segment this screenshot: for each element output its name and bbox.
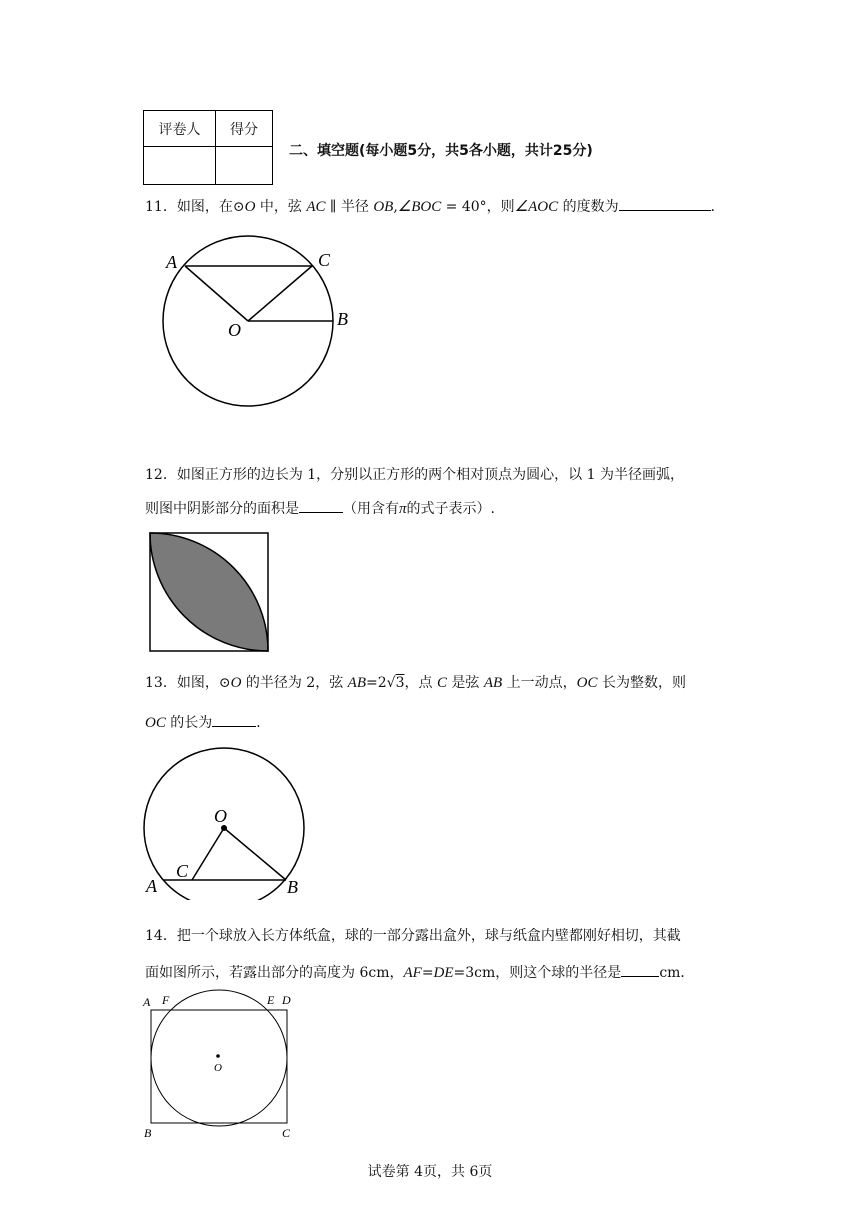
label-a: A — [146, 876, 157, 896]
answer-blank[interactable] — [299, 498, 343, 513]
score-cell[interactable] — [216, 147, 273, 185]
label-c: C — [318, 250, 331, 270]
radius-oc — [248, 266, 312, 321]
question-13-line2: OC 的长为 ． — [145, 712, 270, 733]
label-c: C — [282, 1126, 291, 1140]
label-a: A — [143, 995, 151, 1009]
shaded-leaf — [150, 533, 268, 651]
segment-oc — [192, 828, 224, 880]
page-footer: 试卷第 4页，共 6页 — [367, 1164, 493, 1180]
segment-ob — [224, 828, 286, 880]
answer-blank[interactable] — [212, 712, 256, 727]
grader-header: 评卷人 — [144, 111, 216, 147]
answer-blank[interactable] — [621, 962, 659, 977]
q11-number: 11 — [145, 199, 163, 215]
label-f: F — [162, 993, 170, 1007]
question-13-line1: 13．如图，⊙O 的半径为 2，弦 AB=2√3，点 C 是弦 AB 上一动点，OC 长为整数，则 — [145, 675, 686, 691]
label-o: O — [214, 1062, 222, 1074]
question-14-line2: 面如图所示，若露出部分的高度为 6cm，AF=DE=3cm，则这个球的半径是 cm． — [145, 962, 694, 983]
label-o: O — [228, 320, 241, 340]
question-12-line2: 则图中阴影部分的面积是 （用含有π的式子表示）. — [145, 498, 495, 519]
question-12-line1: 12．如图正方形的边长为 1，分别以正方形的两个相对顶点为圆心，以 1 为半径画弧， — [145, 467, 684, 483]
question-11: 11．如图，在⊙O 中，弦 AC ∥ 半径 OB,∠BOC = 40°，则∠AOC 的度数为 ． — [145, 196, 725, 217]
question-14-line1: 14．把一个球放入长方体纸盒，球的一部分露出盒外，球与纸盒内壁都刚好相切，其截 — [145, 928, 681, 944]
circle-symbol: ⊙ — [232, 199, 245, 215]
answer-blank[interactable] — [619, 196, 711, 211]
grader-table — [143, 110, 273, 185]
q14-box-diagram — [140, 988, 300, 1140]
q11-circle-diagram — [150, 225, 370, 425]
label-d: D — [282, 993, 291, 1007]
section-title: 二、填空题(每小题5分，共5各小题，共计25分) — [289, 143, 593, 159]
radius-oa — [185, 266, 248, 321]
label-b: B — [337, 309, 348, 329]
label-b: B — [144, 1126, 152, 1140]
label-c: C — [176, 861, 189, 881]
q12-square-diagram — [145, 528, 273, 656]
sqrt-symbol: √ — [386, 675, 396, 691]
center-dot — [216, 1054, 220, 1058]
label-b: B — [287, 877, 298, 897]
q13-circle-diagram — [140, 745, 310, 900]
grader-cell[interactable] — [144, 147, 216, 185]
label-e: E — [267, 993, 275, 1007]
label-a: A — [166, 252, 177, 272]
score-header: 得分 — [216, 111, 273, 147]
label-o: O — [214, 806, 227, 826]
